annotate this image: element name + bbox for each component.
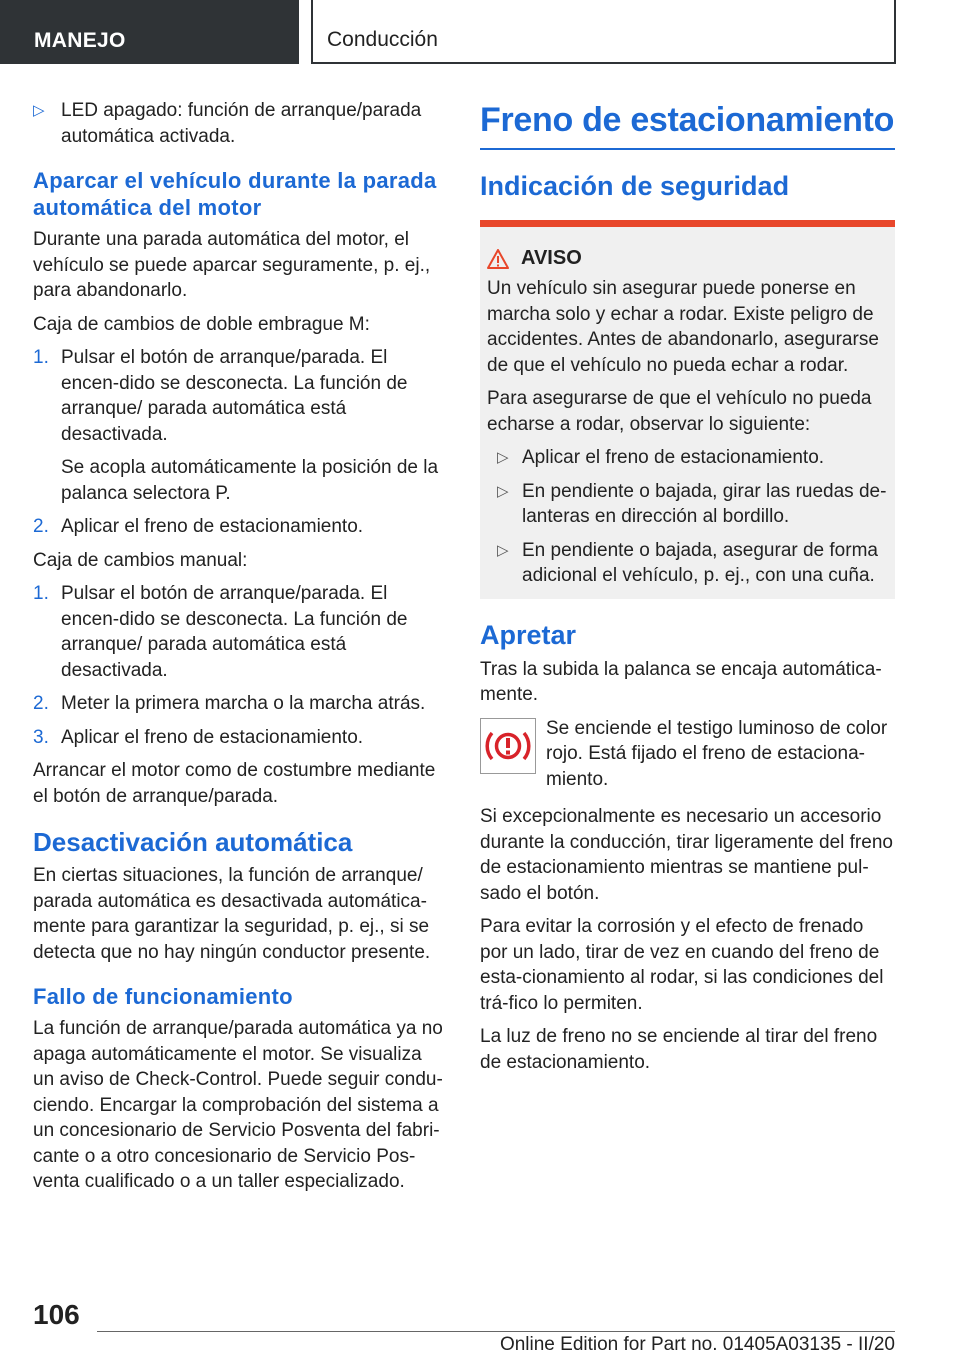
paragraph: Caja de cambios de doble embrague M: <box>33 313 370 335</box>
list-item: 2. Meter la primera marcha o la marcha atrás. <box>33 693 426 714</box>
triangle-right-icon: ▷ <box>497 482 509 500</box>
list-item: ▷ En pendiente o bajada, girar las ruedas de-lanteras en dirección al bordillo. <box>497 480 887 527</box>
paragraph: Para evitar la corrosión y el efecto de frenado por un lado, tirar de vez en cuando del freno de esta-cionamiento al rodar, si las condiciones del trá-fico lo permiten. <box>480 916 884 1014</box>
triangle-right-icon: ▷ <box>497 541 509 559</box>
paragraph: La luz de freno no se enciende al tirar del freno de estacionamiento. <box>480 1026 878 1073</box>
indicator-text: Se enciende el testigo luminoso de color rojo. Está fijado el freno de estaciona-miento. <box>546 717 888 790</box>
apply-heading: Apretar <box>480 619 577 650</box>
paragraph: Un vehículo sin asegurar puede ponerse en marcha solo y echar a rodar. Existe peligro de accidentes. Antes de abandonarlo, asegurarse de que el vehículo no pueda echar a rodar. <box>487 278 879 376</box>
paragraph: La función de arranque/parada automática ya no apaga automáticamente el motor. Se visualiza un aviso de Check-Control. Puede seguir condu-ciendo. Encargar la comprobación del sistema a un concesionario de Servicio Posventa del fabri-cante o a otro concesionario de Servicio Pos-venta cualificado o a un taller especializado. <box>33 1018 443 1192</box>
indicator-figure <box>480 716 895 793</box>
section-tab <box>0 0 299 64</box>
deactivation-heading: Desactivación automática <box>33 827 353 857</box>
paragraph: Para asegurarse de que el vehículo no pueda echarse a rodar, observar lo siguiente: <box>487 388 872 435</box>
paragraph: Arrancar el motor como de costumbre mediante el botón de arranque/parada. <box>33 760 436 807</box>
paragraph: Caja de cambios manual: <box>33 549 248 571</box>
list-item: 1. Pulsar el botón de arranque/parada. El encen-dido se desconecta. La función de arranque/ parada automática está desactivada. <box>33 583 408 681</box>
malfunction-heading: Fallo de funcionamiento <box>33 984 293 1009</box>
list-item: 1. Pulsar el botón de arranque/parada. El encen-dido se desconecta. La función de arranque/ parada automática está desactivada. Se acopla automáticamente la posición de la palanca selectora P. <box>33 347 439 504</box>
list-item: 3. Aplicar el freno de estacionamiento. <box>33 726 364 748</box>
brake-warning-light-icon <box>480 718 536 774</box>
warning-triangle-icon <box>487 249 509 269</box>
footer-divider <box>97 1331 895 1332</box>
list-item: ▷ Aplicar el freno de estacionamiento. <box>487 445 888 471</box>
page-title: Freno de estacionamiento <box>480 98 895 150</box>
paragraph: Tras la subida la palanca se encaja automática-mente. <box>480 658 882 705</box>
chapter-tab <box>311 0 896 64</box>
paragraph: En ciertas situaciones, la función de arranque/ parada automática es desactivada automática-mente para garantizar la seguridad, p. ej., si se detecta que no hay ningún conductor presente. <box>33 865 431 963</box>
triangle-right-icon: ▷ <box>33 102 45 119</box>
right-column <box>480 98 895 1083</box>
chapter-title: Conducción <box>327 28 438 51</box>
list-item: 2. Aplicar el freno de estacionamiento. <box>33 516 364 537</box>
warning-title: AVISO <box>487 247 888 270</box>
list-item: ▷ LED apagado: función de arranque/parada automática activada. <box>33 100 422 147</box>
paragraph: Durante una parada automática del motor, el vehículo se puede aparcar seguramente, p. ej., para abandonarlo. <box>33 229 431 301</box>
footer-edition: Online Edition for Part no. 01405A03135 - II/20 <box>499 1334 895 1355</box>
triangle-right-icon: ▷ <box>497 449 509 466</box>
list-item: ▷ En pendiente o bajada, asegurar de forma adicional el vehículo, p. ej., con una cuña. <box>497 539 878 586</box>
page-number: 106 <box>33 1299 80 1330</box>
parking-heading: Aparcar el vehículo durante la parada automática del motor <box>33 168 437 220</box>
left-column <box>33 98 448 1203</box>
safety-heading: Indicación de seguridad <box>480 171 790 201</box>
paragraph: Si excepcionalmente es necesario un accesorio durante la conducción, tirar ligeramente del freno de estacionamiento mientras se mantiene pul-sado el botón. <box>480 806 893 904</box>
section-title: MANEJO <box>34 29 126 52</box>
warning-box <box>480 220 895 599</box>
